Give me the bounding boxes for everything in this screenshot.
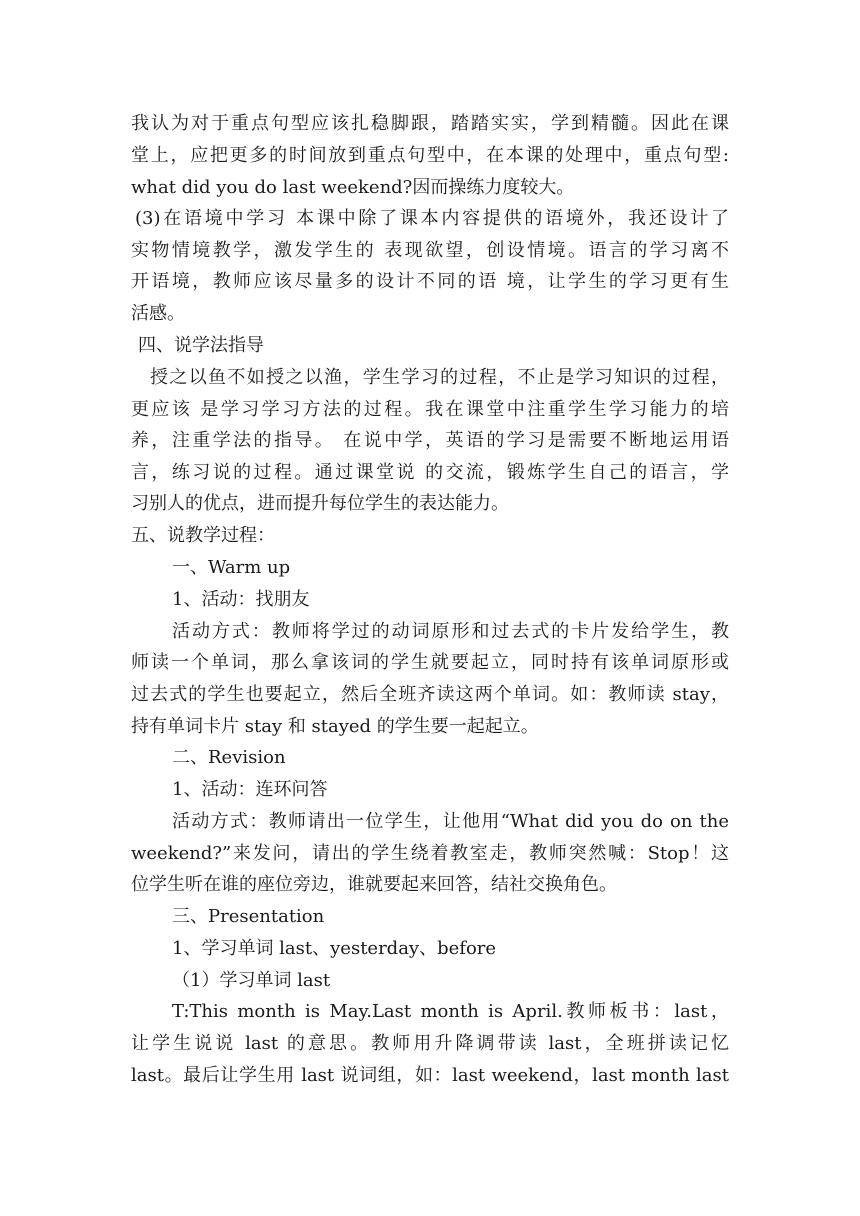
paragraph-line: 位学生听在谁的座位旁边，谁就要起来回答，结社交换角色。 bbox=[131, 874, 617, 895]
activity-heading: 1、活动：连环问答 bbox=[172, 779, 328, 800]
paragraph-line: 活感。 bbox=[131, 303, 185, 324]
paragraph-line: (3)在语境中学习 本课中除了课本内容提供的语境外，我还设计了 bbox=[135, 208, 729, 229]
subsection-heading: 二、Revision bbox=[172, 747, 286, 768]
paragraph-line: 实物情境教学，激发学生的 表现欲望，创设情境。语言的学习离不 bbox=[131, 240, 729, 261]
paragraph-line: 活动方式：教师请出一位学生，让他用“What did you do on the bbox=[172, 811, 729, 832]
paragraph-line: what did you do last weekend?因而操练力度较大。 bbox=[131, 177, 575, 198]
paragraph-line: 习别人的优点，进而提升每位学生的表达能力。 bbox=[131, 493, 509, 514]
paragraph-line: 堂上，应把更多的时间放到重点句型中，在本课的处理中，重点句型: bbox=[131, 145, 729, 166]
paragraph-line: 养，注重学法的指导。 在说中学，英语的学习是需要不断地运用语 bbox=[131, 430, 729, 451]
paragraph-line: 持有单词卡片 stay 和 stayed 的学生要一起起立。 bbox=[131, 716, 539, 737]
paragraph-line: 师读一个单词，那么拿该词的学生就要起立，同时持有该单词原形或 bbox=[131, 652, 729, 673]
paragraph-line: 更应该 是学习学习方法的过程。我在课堂中注重学生学习能力的培 bbox=[131, 399, 729, 420]
paragraph-line: 过去式的学生也要起立，然后全班齐读这两个单词。如：教师读 stay， bbox=[131, 684, 729, 705]
section-heading: 五、说教学过程： bbox=[131, 525, 275, 546]
subsection-heading: 一、Warm up bbox=[172, 557, 291, 578]
paragraph-line: T:This month is May.Last month is April.教师板书：last， bbox=[172, 1001, 729, 1022]
section-heading: 四、说学法指导 bbox=[138, 335, 264, 356]
paragraph-line: weekend?”来发问，请出的学生绕着教室走，教师突然喊：Stop！这 bbox=[131, 843, 729, 864]
paragraph-line: 活动方式：教师将学过的动词原形和过去式的卡片发给学生，教 bbox=[172, 621, 729, 642]
paragraph-line: 我认为对于重点句型应该扎稳脚跟，踏踏实实，学到精髓。因此在课 bbox=[131, 113, 729, 134]
paragraph-line: 开语境，教师应该尽量多的设计不同的语 境，让学生的学习更有生 bbox=[131, 271, 729, 292]
paragraph-line: last。最后让学生用 last 说词组，如：last weekend，last month last bbox=[131, 1065, 729, 1086]
paragraph-line: 授之以鱼不如授之以渔，学生学习的过程，不止是学习知识的过程， bbox=[150, 367, 729, 388]
paragraph-line: 让学生说说 last 的意思。教师用升降调带读 last，全班拼读记忆 bbox=[131, 1033, 729, 1054]
subsection-heading: 三、Presentation bbox=[172, 906, 325, 927]
activity-heading: 1、活动：找朋友 bbox=[172, 589, 310, 610]
paragraph-line: 言，练习说的过程。通过课堂说 的交流，锻炼学生自己的语言，学 bbox=[131, 462, 729, 483]
activity-heading: （1）学习单词 last bbox=[172, 970, 331, 991]
activity-heading: 1、学习单词 last、yesterday、before bbox=[172, 938, 497, 959]
